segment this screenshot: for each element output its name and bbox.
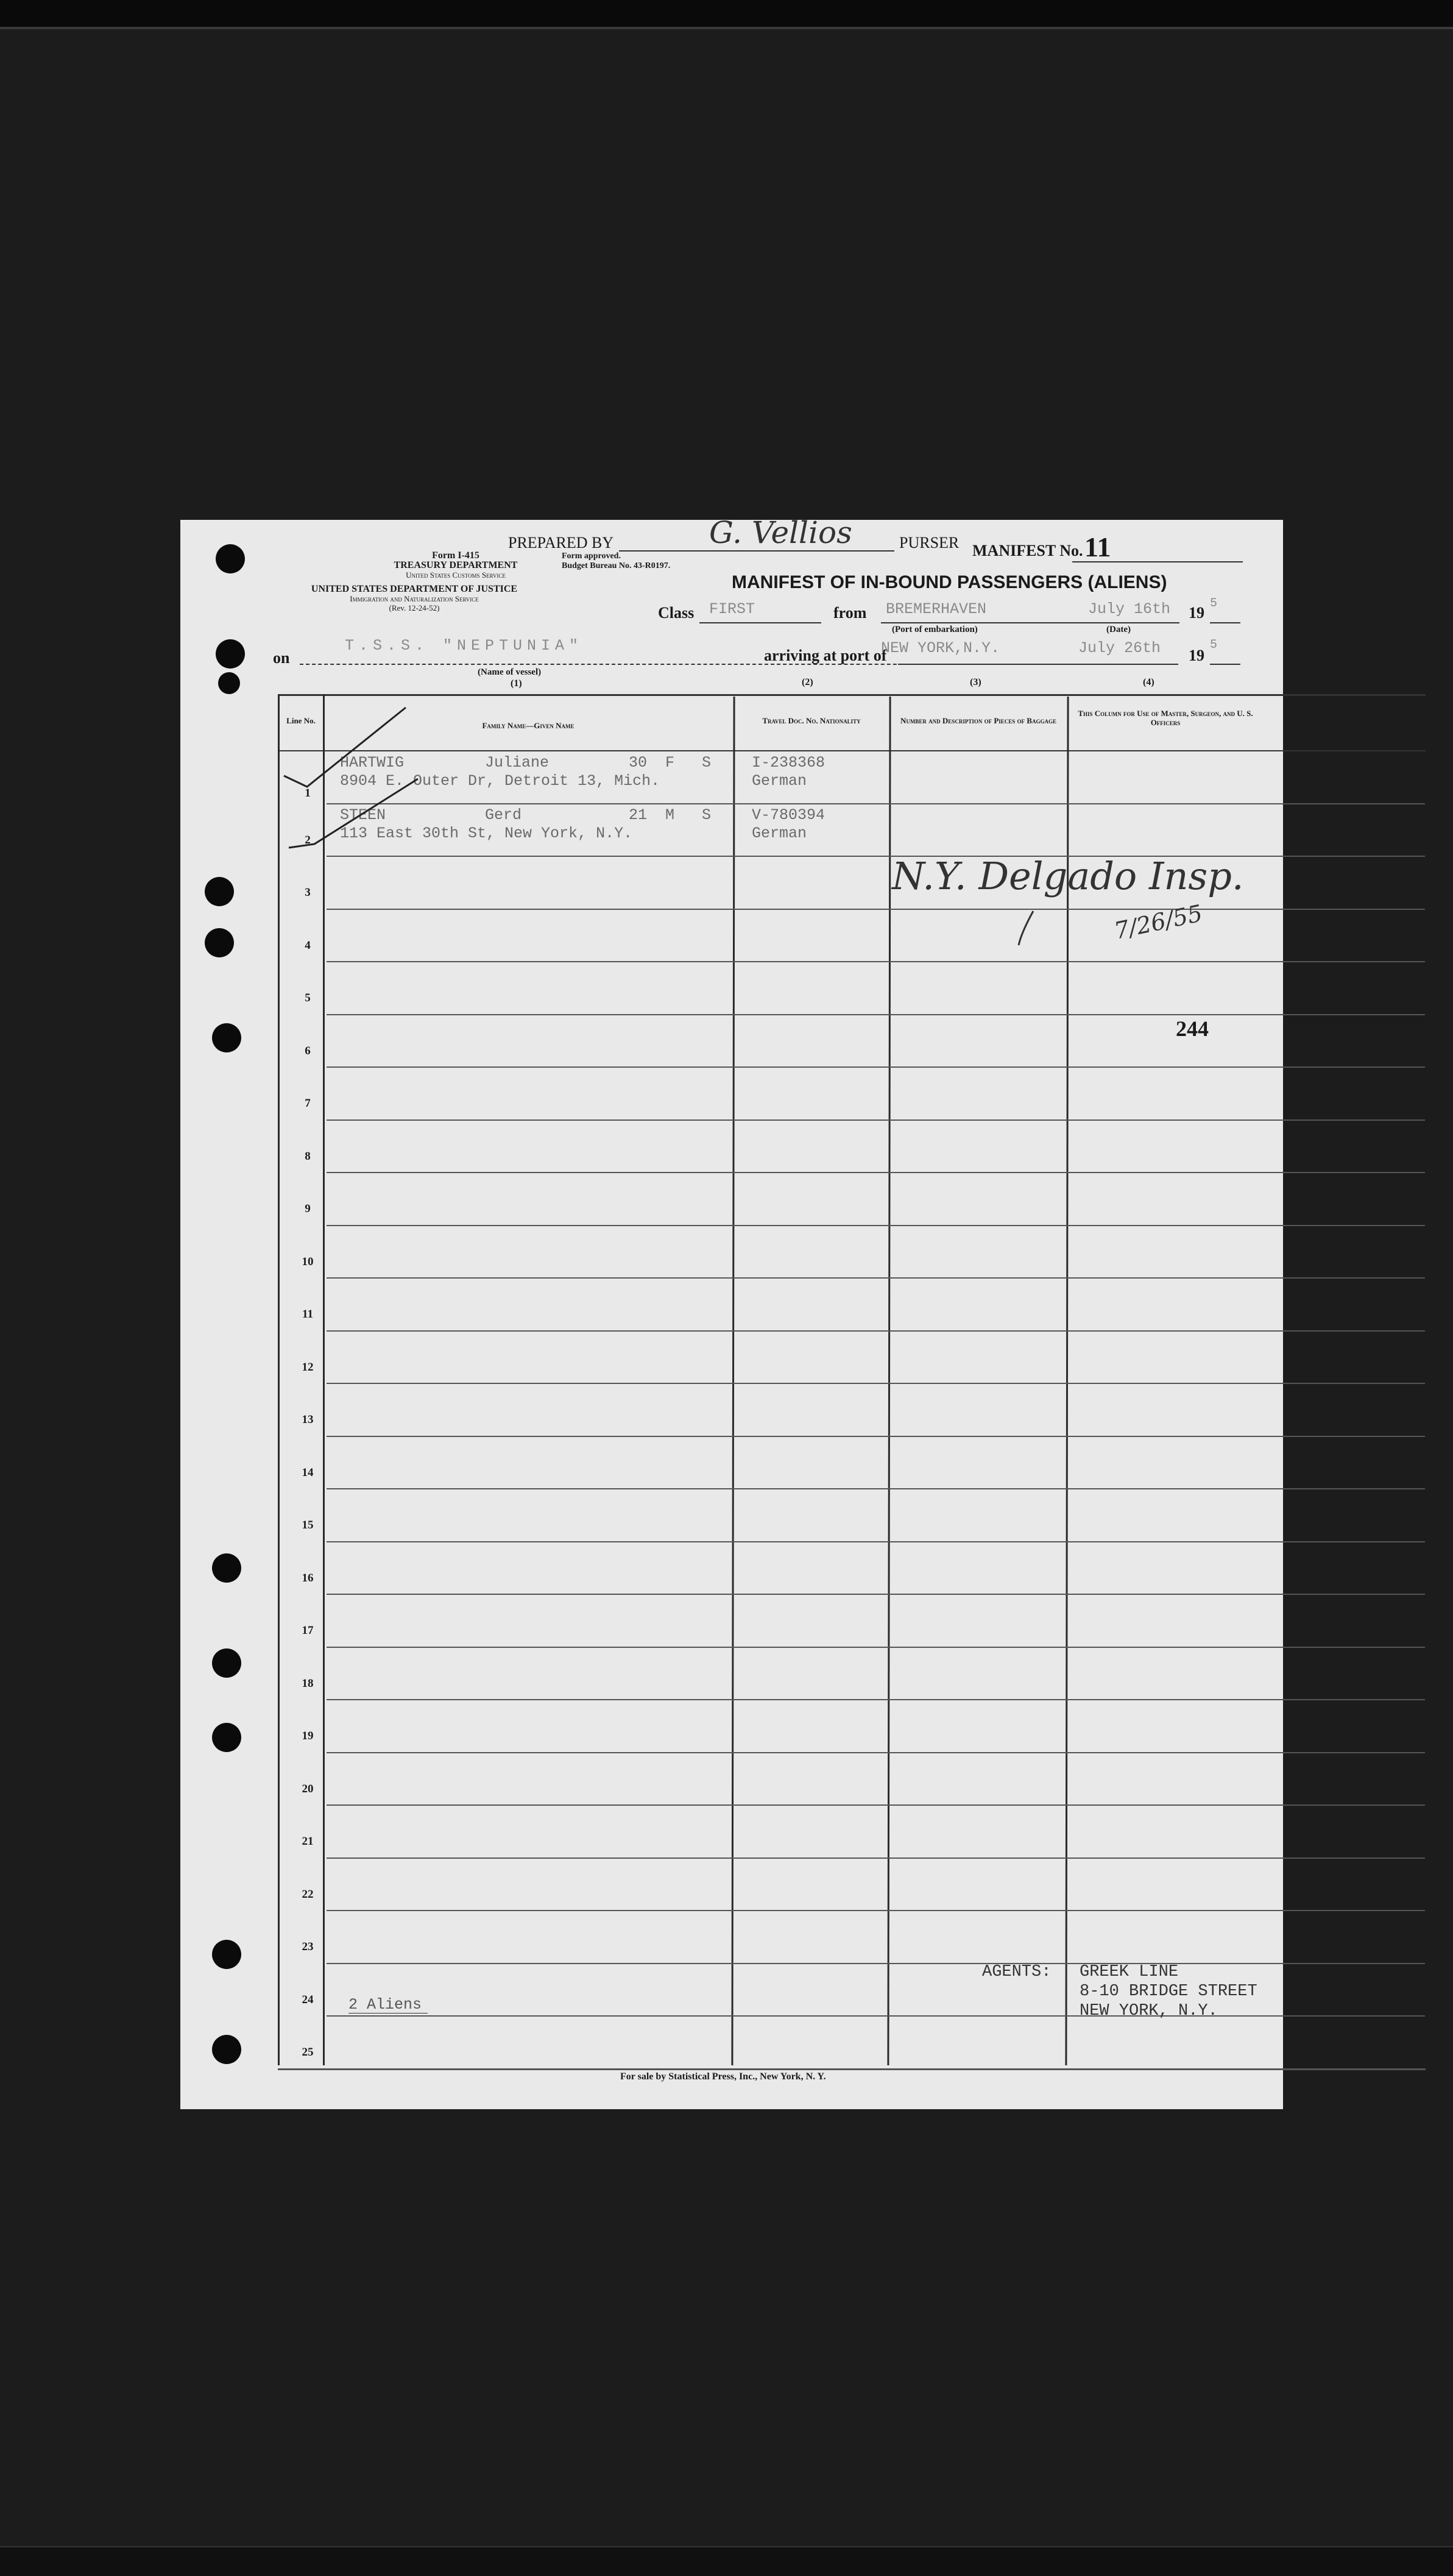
line-number-15: 15 bbox=[302, 1519, 314, 1531]
column-header-name: Family Name—Given Name bbox=[482, 721, 574, 730]
budget-bureau: Budget Bureau No. 43-R0197. bbox=[562, 561, 671, 570]
arriving-port-value: NEW YORK,N.Y. bbox=[881, 639, 1000, 657]
line-number-3: 3 bbox=[305, 886, 311, 899]
row-rule bbox=[327, 2015, 1425, 2017]
row-rule bbox=[327, 1647, 1425, 1648]
line-number-17: 17 bbox=[302, 1624, 314, 1637]
passenger-2-given: Gerd bbox=[485, 806, 522, 824]
column-header-line-no: Line No. bbox=[286, 716, 316, 725]
year-suffix-2: 5 bbox=[1210, 638, 1218, 652]
row-rule bbox=[327, 1752, 1425, 1753]
row-rule bbox=[327, 1594, 1425, 1595]
passenger-1-address: 8904 E. Outer Dr, Detroit 13, Mich. bbox=[340, 772, 660, 790]
passenger-2-nationality: German bbox=[752, 825, 807, 842]
inspector-signature: N.Y. Delgado Insp. bbox=[892, 854, 1244, 898]
arriving-line bbox=[898, 664, 1178, 665]
inspector-date: 7/26/55 bbox=[1112, 899, 1205, 945]
row-rule bbox=[327, 1330, 1425, 1332]
date-label: (Date) bbox=[1106, 625, 1131, 634]
doc-column-divider bbox=[887, 697, 891, 2065]
row-rule bbox=[327, 1488, 1425, 1489]
ins-label: Immigration and Naturalization Service bbox=[350, 594, 479, 603]
column-number-4: (4) bbox=[1143, 677, 1154, 687]
line-number-24: 24 bbox=[302, 1993, 314, 2006]
scan-top-border bbox=[0, 0, 1453, 27]
agents-line-1: GREEK LINE bbox=[1080, 1963, 1179, 1981]
row-rule bbox=[327, 1910, 1425, 1911]
binder-hole-icon bbox=[212, 1940, 241, 1969]
on-label: on bbox=[273, 649, 290, 667]
customs-service: United States Customs Service bbox=[406, 570, 506, 580]
arriving-label: arriving at port of bbox=[764, 647, 887, 664]
from-label: from bbox=[833, 604, 867, 622]
alien-count-summary: 2 Aliens bbox=[348, 1996, 422, 2014]
prepared-by-signature: G. Vellios bbox=[709, 515, 852, 550]
passenger-2-status: S bbox=[702, 806, 712, 824]
row-rule bbox=[327, 1119, 1425, 1121]
purser-label: PURSER bbox=[899, 534, 960, 552]
year-suffix-1: 5 bbox=[1210, 597, 1218, 611]
line-number-5: 5 bbox=[305, 992, 311, 1004]
year-prefix-2: 19 bbox=[1189, 647, 1204, 664]
line-number-10: 10 bbox=[302, 1255, 314, 1268]
manifest-number: 11 bbox=[1084, 531, 1111, 562]
prepared-by-line bbox=[619, 550, 894, 552]
row-rule bbox=[327, 961, 1425, 962]
row-rule bbox=[327, 803, 1425, 804]
revision-date: (Rev. 12-24-52) bbox=[389, 603, 440, 612]
passenger-2-sex: M bbox=[665, 806, 675, 824]
binder-hole-icon bbox=[212, 1723, 241, 1752]
from-date-value: July 16th bbox=[1088, 600, 1171, 618]
column-header-baggage: Number and Description of Pieces of Baggage bbox=[900, 716, 1056, 725]
class-label: Class bbox=[658, 604, 695, 622]
line-number-18: 18 bbox=[302, 1677, 314, 1690]
row-rule bbox=[327, 1804, 1425, 1806]
line-number-11: 11 bbox=[302, 1308, 313, 1321]
row-rule bbox=[327, 1857, 1425, 1859]
column-number-3: (3) bbox=[970, 677, 981, 687]
line-number-1: 1 bbox=[305, 787, 311, 800]
row-rule bbox=[327, 1963, 1425, 1964]
row-rule bbox=[327, 1541, 1425, 1542]
form-approved: Form approved. bbox=[562, 552, 621, 561]
binder-hole-icon bbox=[205, 877, 234, 906]
line-number-22: 22 bbox=[302, 1887, 314, 1901]
line-number-14: 14 bbox=[302, 1466, 314, 1479]
binder-hole-icon bbox=[212, 1023, 241, 1052]
inspector-hook-icon bbox=[1015, 910, 1039, 946]
line-number-divider bbox=[323, 694, 325, 2065]
binder-hole-icon bbox=[218, 672, 240, 694]
row-rule bbox=[327, 1172, 1425, 1173]
row-rule bbox=[327, 1436, 1425, 1437]
manifest-title: MANIFEST OF IN-BOUND PASSENGERS (ALIENS) bbox=[732, 572, 1167, 592]
table-header-rule bbox=[278, 750, 1426, 751]
passenger-1-age: 30 bbox=[629, 754, 648, 772]
passenger-1-family: HARTWIG bbox=[340, 754, 405, 772]
agents-label: AGENTS: bbox=[982, 1963, 1052, 1981]
column-header-officers: This Column for Use of Master, Surgeon, and U. S. Officers bbox=[1078, 709, 1253, 727]
line-number-25: 25 bbox=[302, 2046, 314, 2059]
line-number-8: 8 bbox=[305, 1149, 311, 1163]
line-number-13: 13 bbox=[302, 1413, 314, 1426]
passenger-1-sex: F bbox=[665, 754, 675, 772]
column-number-1: (1) bbox=[511, 678, 522, 689]
row-rule bbox=[327, 909, 1425, 910]
row-rule bbox=[327, 1699, 1425, 1700]
line-number-20: 20 bbox=[302, 1782, 314, 1795]
manifest-number-label: MANIFEST No. bbox=[972, 542, 1083, 559]
column-header-travel-doc: Travel Doc. No. Nationality bbox=[762, 716, 861, 725]
row-rule bbox=[327, 1383, 1425, 1384]
line-number-6: 6 bbox=[305, 1044, 311, 1057]
row-rule bbox=[327, 1014, 1425, 1015]
passenger-1-nationality: German bbox=[752, 772, 807, 790]
year-prefix-1: 19 bbox=[1189, 604, 1204, 622]
binder-hole-icon bbox=[205, 928, 234, 957]
passenger-2-doc: V-780394 bbox=[752, 806, 825, 824]
table-left-border bbox=[278, 694, 280, 2065]
binder-hole-icon bbox=[212, 2035, 241, 2064]
agents-line-3: NEW YORK, N.Y. bbox=[1080, 2002, 1218, 2020]
passenger-2-address: 113 East 30th St, New York, N.Y. bbox=[340, 825, 633, 842]
row-rule bbox=[278, 2068, 1426, 2070]
treasury-department: TREASURY DEPARTMENT bbox=[394, 560, 518, 570]
scan-top-rule bbox=[0, 27, 1453, 29]
arriving-date-value: July 26th bbox=[1078, 639, 1161, 657]
passenger-1-doc: I-238368 bbox=[752, 754, 825, 772]
baggage-column-divider bbox=[1065, 697, 1069, 2065]
row-rule bbox=[327, 1066, 1425, 1068]
scan-bottom-border bbox=[0, 2547, 1453, 2576]
binder-hole-icon bbox=[212, 1553, 241, 1583]
port-of-embarkation-label: (Port of embarkation) bbox=[892, 625, 978, 634]
department-of-justice: UNITED STATES DEPARTMENT OF JUSTICE bbox=[311, 584, 518, 594]
class-value: FIRST bbox=[709, 600, 755, 618]
form-number: Form I-415 bbox=[432, 550, 479, 561]
year-line-2 bbox=[1210, 664, 1240, 665]
agents-line-2: 8-10 BRIDGE STREET bbox=[1080, 1982, 1257, 2001]
manifest-page bbox=[180, 515, 1283, 2109]
passenger-1-status: S bbox=[702, 754, 712, 772]
line-number-7: 7 bbox=[305, 1097, 311, 1110]
from-line bbox=[881, 622, 1179, 623]
line-number-4: 4 bbox=[305, 939, 311, 952]
vessel-name-value: T.S.S. "NEPTUNIA" bbox=[345, 637, 584, 655]
line-number-16: 16 bbox=[302, 1571, 314, 1584]
line-number-19: 19 bbox=[302, 1730, 314, 1742]
check-mark-icon bbox=[278, 703, 430, 873]
row-rule bbox=[327, 1277, 1425, 1279]
stamp-number: 244 bbox=[1176, 1017, 1209, 1041]
class-line bbox=[699, 622, 821, 623]
year-line-1 bbox=[1210, 622, 1240, 623]
binder-hole-icon bbox=[212, 1648, 241, 1678]
line-number-23: 23 bbox=[302, 1940, 314, 1953]
prepared-by-label: PREPARED BY bbox=[508, 534, 614, 552]
row-rule bbox=[327, 856, 1425, 857]
manifest-number-line bbox=[1072, 561, 1243, 562]
line-number-2: 2 bbox=[305, 833, 311, 846]
printer-footer: For sale by Statistical Press, Inc., New York, N. Y. bbox=[620, 2071, 826, 2082]
column-number-2: (2) bbox=[802, 677, 813, 687]
binder-hole-icon bbox=[216, 639, 245, 669]
passenger-1-given: Juliane bbox=[485, 754, 550, 772]
table-top-rule bbox=[278, 694, 1426, 696]
from-port-value: BREMERHAVEN bbox=[886, 600, 987, 618]
name-of-vessel-label: (Name of vessel) bbox=[478, 667, 542, 677]
name-column-divider bbox=[731, 697, 735, 2065]
line-number-9: 9 bbox=[305, 1202, 311, 1215]
line-number-12: 12 bbox=[302, 1360, 314, 1374]
row-rule bbox=[327, 1225, 1425, 1226]
binder-hole-icon bbox=[216, 544, 245, 573]
passenger-2-family: STEEN bbox=[340, 806, 386, 824]
summary-underline bbox=[348, 2013, 428, 2014]
passenger-2-age: 21 bbox=[629, 806, 648, 824]
line-number-21: 21 bbox=[302, 1835, 314, 1848]
